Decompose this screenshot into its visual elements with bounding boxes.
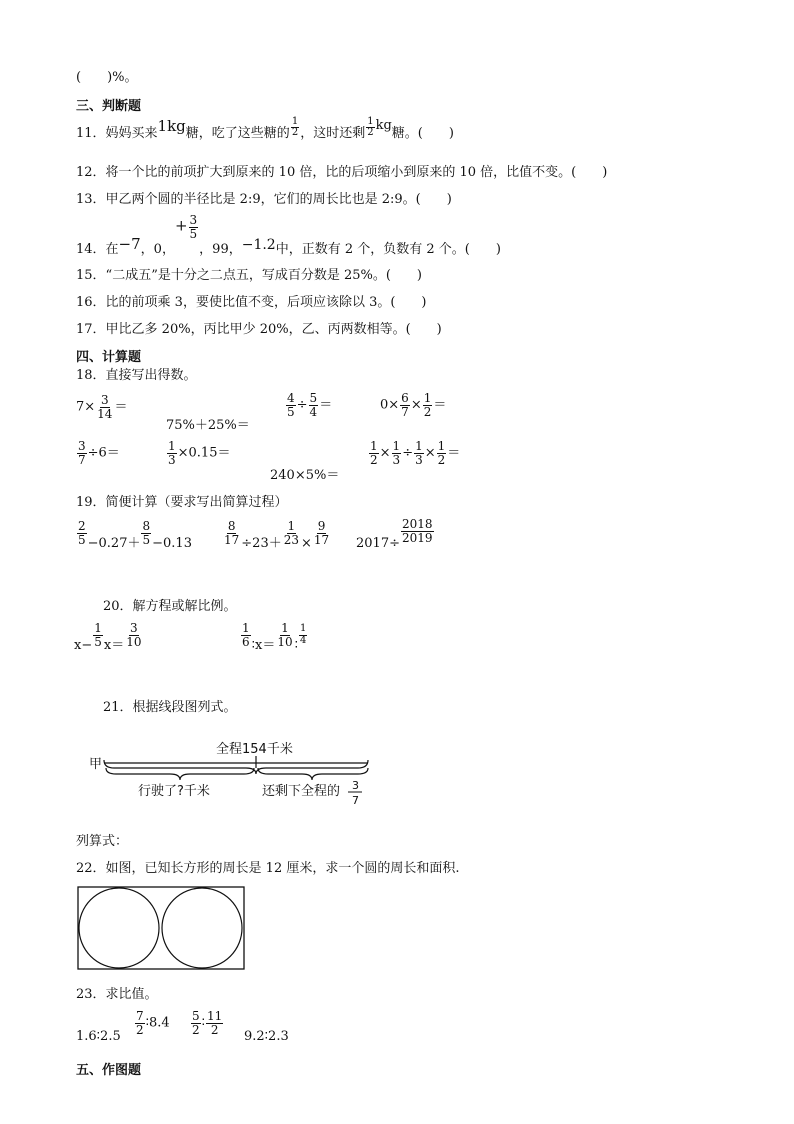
calc-18-d: 0× $\frac{6}{7}$ × $\frac{1}{2}$ ＝ <box>380 391 447 419</box>
calc-18-e: $\frac{3}{7}$ ÷6＝ <box>78 439 120 467</box>
section-heading-drawing: 五、作图题 <box>76 1063 142 1078</box>
section-heading-calculation: 四、计算题 <box>76 350 142 365</box>
section-heading-judgement: 三、判断题 <box>76 99 142 114</box>
equation-20-a: x− $\frac{1}{5}$ x＝ $\frac{3}{10}$ <box>74 621 142 653</box>
rectangle-two-circles-figure <box>76 885 248 973</box>
diagram-start-label: 甲 <box>89 757 103 772</box>
right-fraction-denominator: 7 <box>352 794 359 807</box>
calc-18-h: $\frac{1}{2}$ × $\frac{1}{3}$ ÷ $\frac{1}{3}$ × $\frac{1}{2}$ ＝ <box>370 439 461 467</box>
question-14: 14．在−7，0，+ $\frac{3}{5}$ ，99，−1.2中，正数有 2 个，负数有 2 个。( ) <box>76 213 501 257</box>
equation-20-b: $\frac{1}{6}$ ∶x＝ $\frac{1}{10}$ ∶ $\frac{1}{4}$ <box>242 621 307 653</box>
calc-19-a: $\frac{2}{5}$ −0.27＋ $\frac{8}{5}$ −0.13 <box>78 519 192 551</box>
question-17: 17．甲比乙多 20%，丙比甲少 20%，乙、丙两数相等。( ) <box>76 322 442 337</box>
question-19: 19．简便计算（要求写出简算过程） <box>76 495 288 510</box>
right-segment-label: 还剩下全程的 <box>262 784 341 799</box>
left-segment-label: 行驶了?千米 <box>138 784 210 799</box>
question-12: 12．将一个比的前项扩大到原来的 10 倍，比的后项缩小到原来的 10 倍，比值不变。( ) <box>76 165 608 180</box>
calc-19-b: $\frac{8}{17}$ ÷23＋ $\frac{1}{23}$ × $\frac{9}{17}$ <box>224 519 330 551</box>
prev-question-tail: ( )%。 <box>76 70 138 85</box>
left-brace <box>106 768 254 780</box>
question-21: 21．根据线段图列式。 <box>103 700 237 715</box>
calc-18-c: $\frac{4}{5}$ ÷ $\frac{5}{4}$ ＝ <box>287 391 333 419</box>
circle-right <box>162 888 242 968</box>
question-15: 15．“二成五”是十分之二点五，写成百分数是 25%。( ) <box>76 268 423 283</box>
diagram-total-label: 全程154千米 <box>216 742 293 757</box>
right-fraction-numerator: 3 <box>352 779 359 792</box>
question-23: 23．求比值。 <box>76 987 158 1002</box>
question-20: 20．解方程或解比例。 <box>103 599 237 614</box>
question-11: 11．妈妈买来1kg糖，吃了这些糖的 $\frac{1}{2}$ ，这时还剩 $\frac{1}{2}$ kg糖。( ) <box>76 115 454 141</box>
question-22: 22．如图，已知长方形的周长是 12 厘米，求一个圆的周长和面积. <box>76 861 460 876</box>
ratio-23-b: $\frac{7}{2}$ ∶8.4 <box>136 1009 170 1037</box>
segment-diagram <box>86 738 386 808</box>
calc-19-c: 2017÷ $\frac{2018}{2019}$ <box>356 517 433 551</box>
answer-prompt: 列算式： <box>76 834 129 849</box>
rectangle <box>78 887 244 969</box>
question-16: 16．比的前项乘 3，要使比值不变，后项应该除以 3。( ) <box>76 295 427 310</box>
calc-18-a: 7× $\frac{3}{14}$ ＝ <box>76 393 128 421</box>
calc-18-g: 240×5%＝ <box>270 468 340 483</box>
ratio-23-a: 1.6∶2.5 <box>76 1029 121 1044</box>
ratio-23-d: 9.2∶2.3 <box>244 1029 289 1044</box>
ratio-23-c: $\frac{5}{2}$ ∶ $\frac{11}{2}$ <box>192 1009 223 1037</box>
question-18: 18．直接写出得数。 <box>76 368 197 383</box>
question-13: 13．甲乙两个圆的半径比是 2:9，它们的周长比也是 2:9。( ) <box>76 192 452 207</box>
circle-left <box>79 888 159 968</box>
calc-18-b: 75%＋25%＝ <box>166 418 250 433</box>
calc-18-f: $\frac{1}{3}$ ×0.15＝ <box>168 439 231 467</box>
total-brace <box>104 760 368 774</box>
